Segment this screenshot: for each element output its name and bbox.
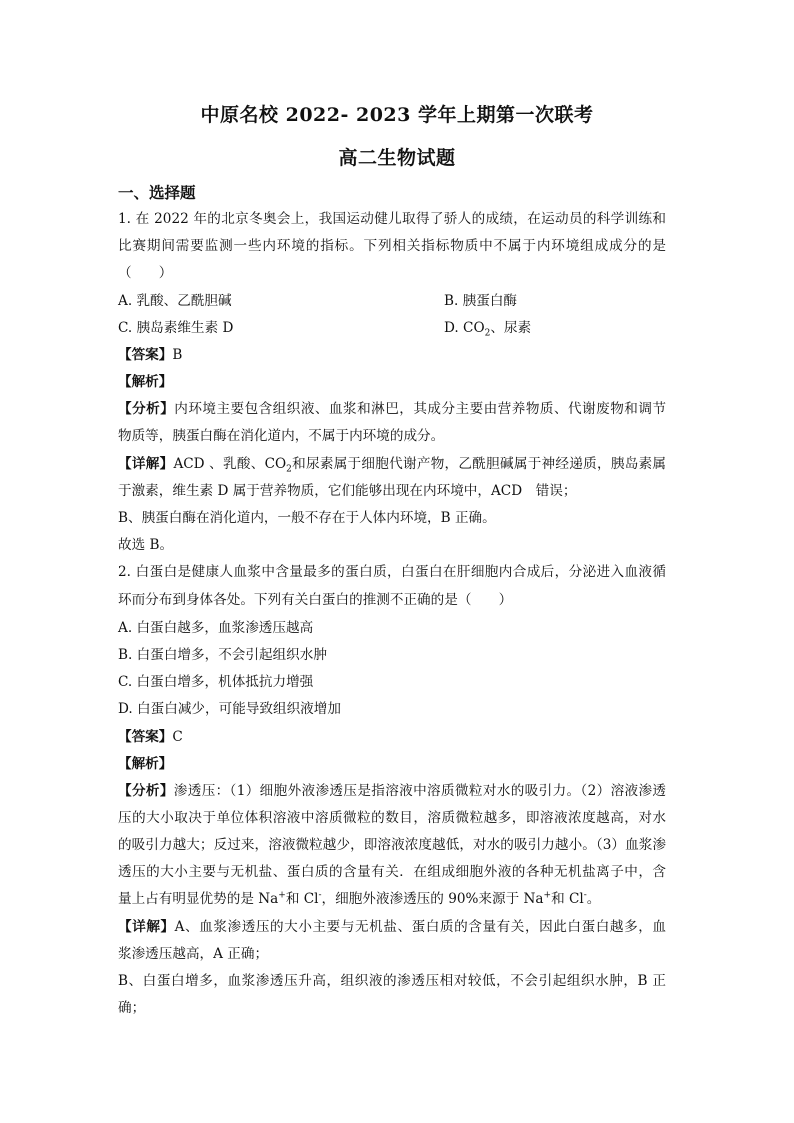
q2-xiangjie-line4: 确； bbox=[118, 1000, 146, 1016]
q1-xiangjie-line2: 于激素，维生素 D 属于营养物质，它们能够出现在内环境中，ACD 错误； bbox=[118, 483, 577, 499]
section-heading: 一、选择题 bbox=[118, 183, 196, 202]
q1-option-b: B. 胰蛋白酶 bbox=[444, 293, 518, 309]
q2-fenxi-line5: 量上占有明显优势的是 Na+和 Cl-，细胞外液渗透压的 90%来源于 Na+和 Cl-。 bbox=[118, 890, 601, 907]
q1-fenxi-line1: 【分析】内环境主要包含组织液、血浆和淋巴，其成分主要由营养物质、代谢废物和调节 bbox=[118, 401, 667, 417]
q2-analysis-heading: 【解析】 bbox=[118, 756, 173, 772]
q1-xiangjie-line3: B、胰蛋白酶在消化道内，一般不存在于人体内环境，B 正确。 bbox=[118, 510, 496, 526]
q2-answer: 【答案】C bbox=[118, 729, 183, 745]
q1-option-c: C. 胰岛素维生素 D bbox=[118, 320, 234, 336]
q1-option-d: D. $CO_2$、尿素 bbox=[444, 320, 532, 339]
q2-option-a: A. 白蛋白越多，血浆渗透压越高 bbox=[118, 620, 314, 636]
q1-option-a: A. 乳酸、乙酰胆碱 bbox=[118, 293, 232, 309]
q1-analysis-heading: 【解析】 bbox=[118, 374, 173, 390]
exam-title: 中原名校 2022- 2023 学年上期第一次联考 bbox=[200, 104, 594, 126]
q2-xiangjie-line3: B、白蛋白增多，血浆渗透压升高，组织液的渗透压相对较低，不会引起组织水肿，B 正 bbox=[118, 973, 666, 989]
q2-xiangjie-line2: 浆渗透压越高，A 正确； bbox=[118, 946, 269, 962]
q2-stem-line2: 环而分布到身体各处。下列有关白蛋白的推测不正确的是（ ） bbox=[118, 592, 513, 608]
q2-fenxi-line1: 【分析】渗透压：（1）细胞外液渗透压是指溶液中溶质微粒对水的吸引力。（2）溶液渗透 bbox=[118, 783, 666, 799]
q1-xiangjie-line1: 【详解】ACD 、乳酸、$CO_2$和尿素属于细胞代谢产物，乙酰胆碱属于神经递质，胰岛素属 bbox=[118, 456, 667, 475]
exam-subtitle: 高二生物试题 bbox=[338, 147, 456, 169]
q2-xiangjie-line1: 【详解】A、血浆渗透压的大小主要与无机盐、蛋白质的含量有关，因此白蛋白越多，血 bbox=[118, 919, 666, 935]
q2-option-d: D. 白蛋白减少，可能导致组织液增加 bbox=[118, 701, 341, 717]
q1-fenxi-line2: 物质等，胰蛋白酶在消化道内，不属于内环境的成分。 bbox=[118, 428, 445, 444]
q2-option-b: B. 白蛋白增多，不会引起组织水肿 bbox=[118, 647, 327, 663]
q2-fenxi-line2: 压的大小取决于单位体积溶液中溶质微粒的数目，溶质微粒越多，即溶液浓度越高，对水 bbox=[118, 810, 666, 826]
q1-stem-line1: 1. 在 2022 年的北京冬奥会上，我国运动健儿取得了骄人的成绩，在运动员的科学训练和 bbox=[118, 211, 666, 227]
q2-option-c: C. 白蛋白增多，机体抵抗力增强 bbox=[118, 674, 314, 690]
q1-conclusion: 故选 B。 bbox=[118, 537, 174, 553]
q2-fenxi-line4: 透压的大小主要与无机盐、蛋白质的含量有关．在组成细胞外液的各种无机盐离子中，含 bbox=[118, 864, 666, 880]
q1-answer: 【答案】B bbox=[118, 347, 183, 363]
q1-stem-line3: （ ） bbox=[118, 265, 173, 281]
q1-stem-line2: 比赛期间需要监测一些内环境的指标。下列相关指标物质中不属于内环境组成成分的是 bbox=[118, 238, 666, 254]
q2-stem-line1: 2. 白蛋白是健康人血浆中含量最多的蛋白质，白蛋白在肝细胞内合成后，分泌进入血液循 bbox=[118, 564, 666, 580]
q2-fenxi-line3: 的吸引力越大；反过来，溶液微粒越少，即溶液浓度越低，对水的吸引力越小。（3）血浆渗 bbox=[118, 837, 666, 853]
